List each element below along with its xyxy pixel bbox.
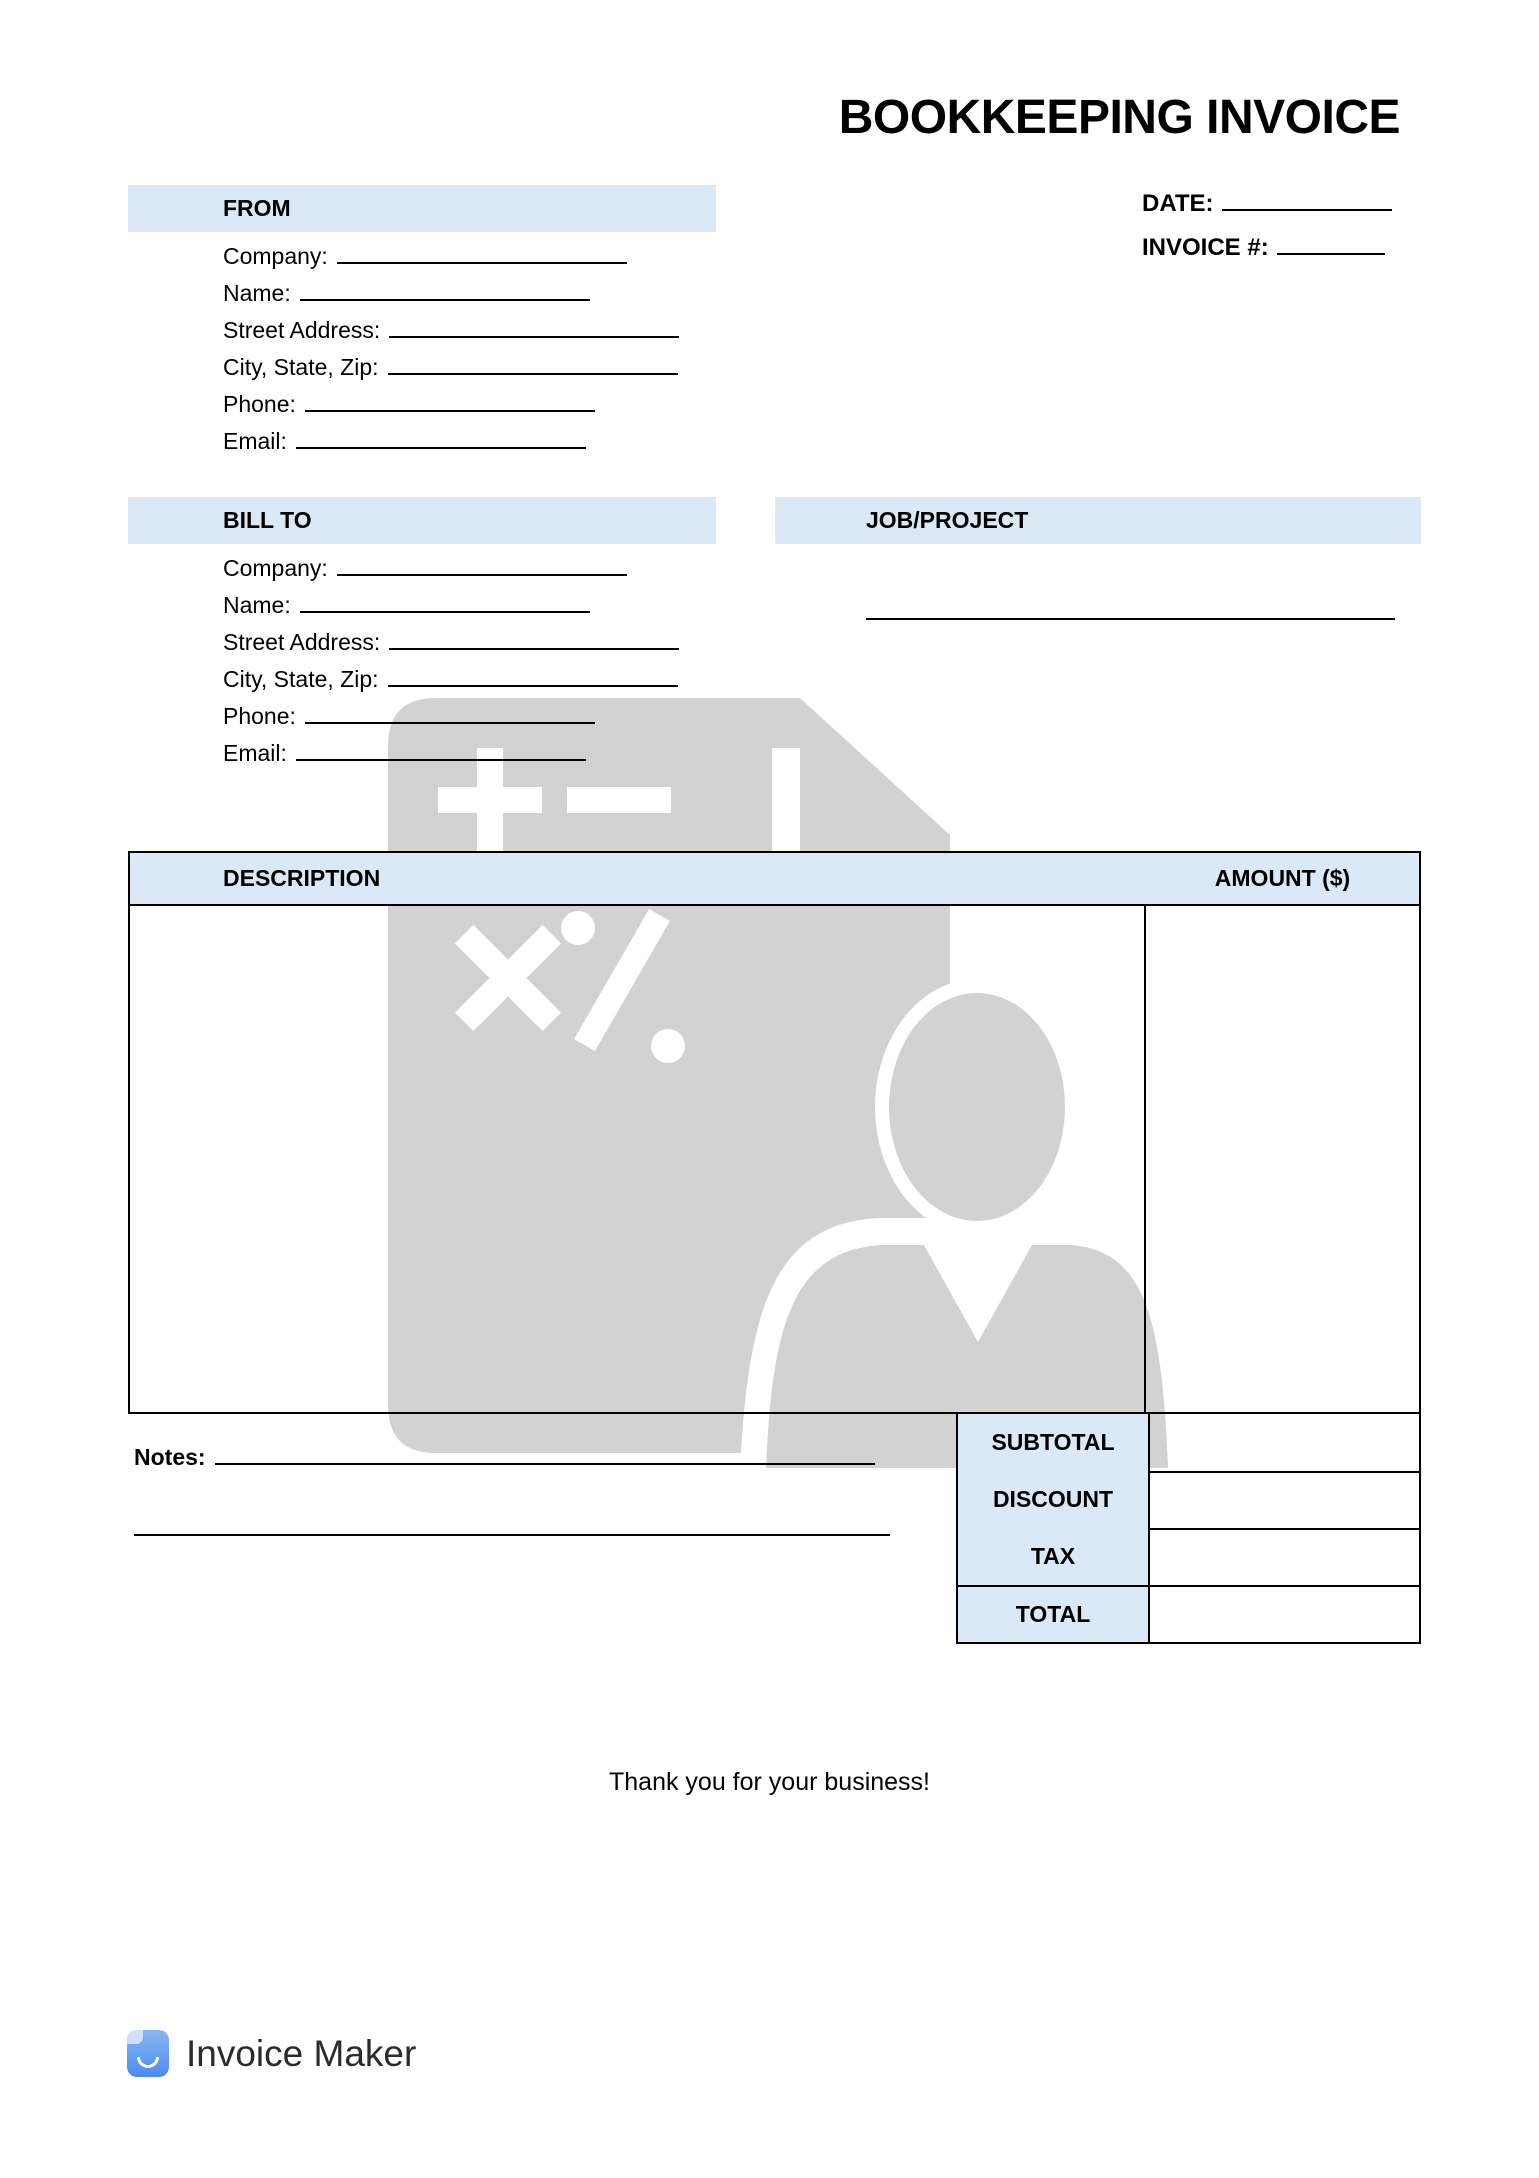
field-label: Name: (223, 280, 291, 306)
field-label: Street Address: (223, 317, 381, 343)
notes-label: Notes: (134, 1444, 206, 1470)
invoice-number-row (1142, 226, 1392, 270)
invoice-maker-logo[interactable] (127, 2030, 416, 2077)
field-fill-line[interactable] (389, 335, 679, 338)
job-project-section (775, 497, 1421, 620)
field-fill-line[interactable] (388, 372, 678, 375)
invoice-number-label: INVOICE #: (1142, 234, 1269, 261)
discount-value-cell[interactable] (1148, 1471, 1419, 1528)
amount-column-cells[interactable] (1144, 906, 1419, 1412)
field-label: Name: (223, 592, 291, 618)
field-label: Phone: (223, 703, 296, 729)
tax-label: TAX (958, 1528, 1148, 1585)
bill-to-section-header: BILL TO (128, 497, 716, 544)
field-label: Email: (223, 740, 287, 766)
notes-fill-line-1[interactable] (215, 1462, 875, 1465)
bill-to-fields (128, 550, 716, 772)
field-row (128, 661, 716, 698)
field-fill-line[interactable] (296, 758, 586, 761)
field-label: Street Address: (223, 629, 381, 655)
smile-shape (137, 2057, 159, 2068)
page-title: BOOKKEEPING INVOICE (838, 91, 1400, 144)
line-items-table (128, 851, 1421, 1414)
field-fill-line[interactable] (389, 647, 679, 650)
from-fields (128, 238, 716, 460)
job-project-fill-line[interactable] (866, 617, 1395, 620)
total-value-cell[interactable] (1148, 1585, 1419, 1642)
field-fill-line[interactable] (337, 261, 627, 264)
field-row (128, 423, 716, 460)
field-label: Company: (223, 555, 328, 581)
notes-section (134, 1442, 890, 1536)
field-row (128, 698, 716, 735)
field-row (128, 550, 716, 587)
field-label: City, State, Zip: (223, 666, 379, 692)
field-fill-line[interactable] (300, 610, 590, 613)
line-items-body[interactable] (130, 906, 1419, 1412)
job-project-section-header: JOB/PROJECT (775, 497, 1421, 544)
invoice-maker-smile-document-icon (127, 2030, 169, 2077)
invoice-number-fill-line[interactable] (1277, 252, 1385, 255)
folded-corner-shape (127, 2030, 143, 2044)
subtotal-value-cell[interactable] (1148, 1414, 1419, 1471)
field-row (128, 735, 716, 772)
bill-to-section (128, 497, 716, 772)
description-column-header: DESCRIPTION (223, 865, 381, 891)
field-row (128, 624, 716, 661)
field-label: City, State, Zip: (223, 354, 379, 380)
field-row (128, 386, 716, 423)
date-label: DATE: (1142, 190, 1214, 217)
field-fill-line[interactable] (337, 573, 627, 576)
amount-column-header: AMOUNT ($) (1214, 865, 1351, 891)
field-label: Company: (223, 243, 328, 269)
subtotal-label: SUBTOTAL (958, 1414, 1148, 1471)
tax-value-cell[interactable] (1148, 1528, 1419, 1585)
field-fill-line[interactable] (305, 721, 595, 724)
field-row (128, 238, 716, 275)
thank-you-message: Thank you for your business! (609, 1768, 930, 1796)
date-row (1142, 182, 1392, 226)
field-row (128, 349, 716, 386)
invoice-meta (1142, 182, 1392, 270)
discount-label: DISCOUNT (958, 1471, 1148, 1528)
notes-fill-line-2[interactable] (134, 1533, 890, 1536)
field-row (128, 312, 716, 349)
from-section-header: FROM (128, 185, 716, 232)
field-row (128, 275, 716, 312)
field-fill-line[interactable] (296, 446, 586, 449)
date-fill-line[interactable] (1222, 208, 1392, 211)
brand-name: Invoice Maker (186, 2032, 417, 2074)
field-fill-line[interactable] (388, 684, 678, 687)
field-label: Email: (223, 428, 287, 454)
from-section (128, 185, 716, 460)
line-items-table-header (130, 853, 1419, 906)
field-row (128, 587, 716, 624)
field-fill-line[interactable] (300, 298, 590, 301)
totals-table (956, 1412, 1421, 1644)
field-fill-line[interactable] (305, 409, 595, 412)
total-label: TOTAL (958, 1585, 1148, 1642)
field-label: Phone: (223, 391, 296, 417)
